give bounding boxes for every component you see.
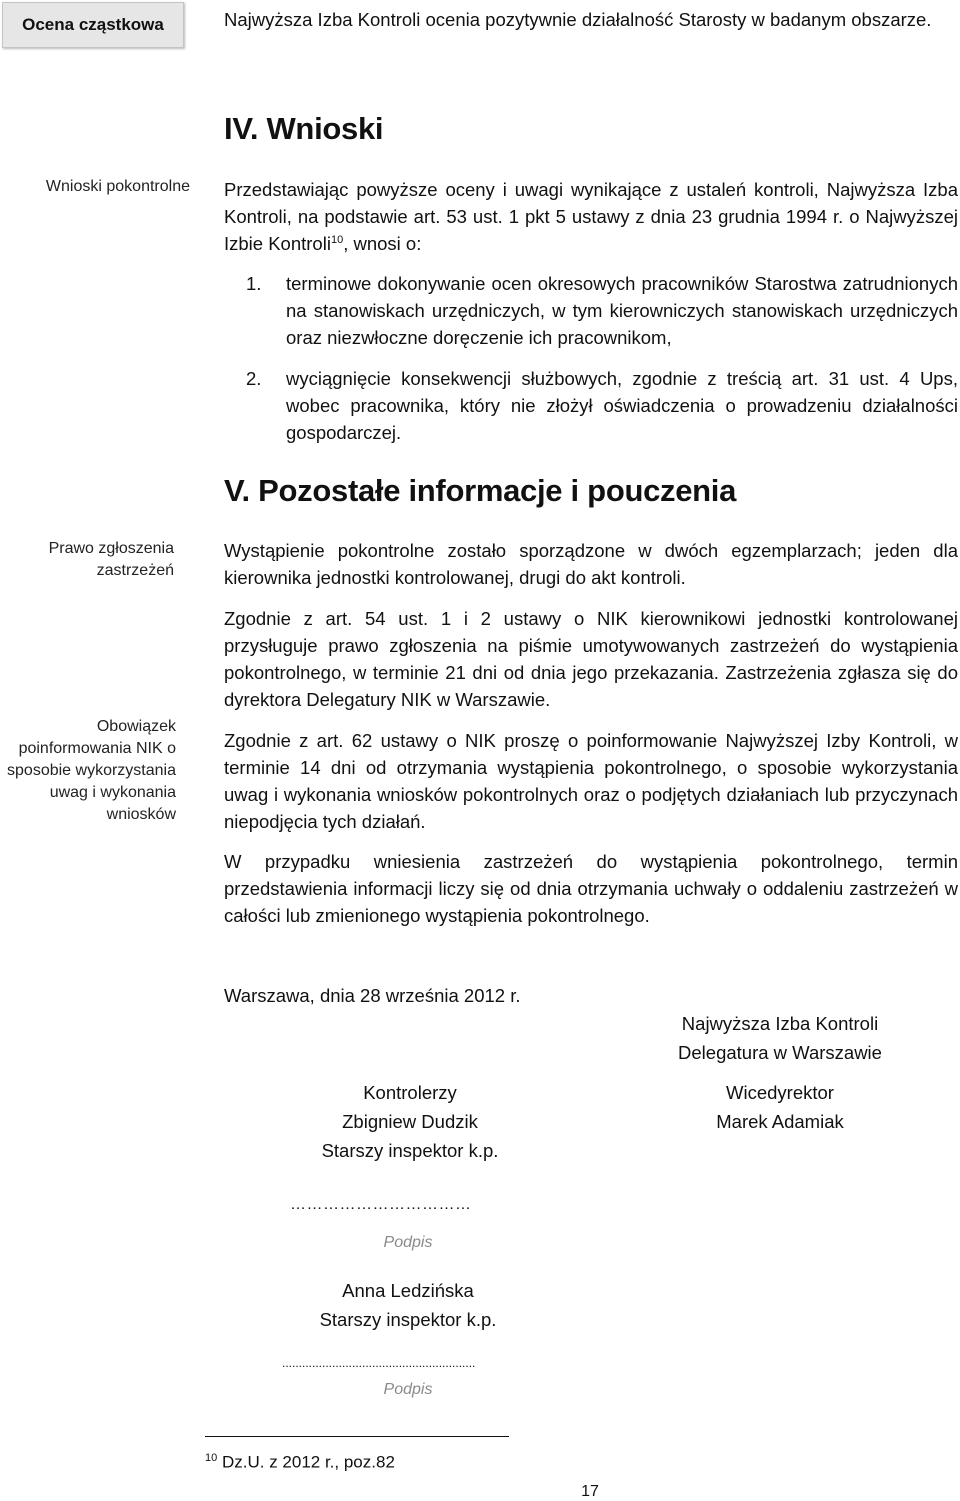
controller-2-block — [258, 1276, 558, 1334]
paragraph-egzemplarze: Wystąpienie pokontrolne zostało sporządzone w dwóch egzemplarzach; jeden dla kierownika jednostki kontrolowanej, drugi do akt kontroli. — [224, 540, 958, 588]
paragraph-termin: W przypadku wniesienia zastrzeżeń do wystąpienia pokontrolnego, termin przedstawienia informacji liczy się od dnia otrzymania uchwały o oddaleniu zastrzeżeń w całości lub zmienionego wystąpienia pokontrolnego. — [224, 851, 958, 926]
signature-line: …………………………… — [290, 1196, 472, 1213]
side-label-zastrzezenia: Prawo zgłoszenia zastrzeżeń — [48, 540, 174, 579]
section-badge: Ocena cząstkowa — [2, 2, 184, 48]
paragraph-poinformowanie: Zgodnie z art. 62 ustawy o NIK proszę o poinformowanie Najwyższej Izby Kontroli, w terminie 14 dni od otrzymania wystąpienia pokontrolnego, o sposobie wykorzystania uwag i wykonania wniosków pokontrolnych oraz o podjętych działaniach lub przyczynach niepodjęcia tych działań. — [224, 730, 958, 832]
deputy-name: Marek Adamiak — [716, 1111, 844, 1132]
signature-caption: Podpis — [383, 1234, 433, 1251]
controller-role: Starszy inspektor k.p. — [319, 1309, 497, 1330]
wnioski-intro: Przedstawiając powyższe oceny i uwagi wynikające z ustaleń kontroli, Najwyższa Izba Kontroli, na podstawie art. 53 ust. 1 pkt 5 ustawy z dnia 23 grudnia 1994 r. o Najwyższej Izbie Kontroli$^{10}$, wnosi o: — [224, 179, 958, 254]
controllers-block — [260, 1078, 560, 1165]
place-date: Warszawa, dnia 28 września 2012 r. — [224, 985, 521, 1006]
deputy-block — [630, 1078, 930, 1136]
side-label-obowiazek: Obowiązek poinformowania NIK o sposobie wykorzystania uwag i wykonania wniosków — [7, 718, 176, 823]
header-assessment-text: Najwyższa Izba Kontroli ocenia pozytywnie działalność Starosty w badanym obszarze. — [224, 9, 932, 30]
controller-name: Anna Ledzińska — [342, 1280, 474, 1301]
side-label-wnioski: Wnioski pokontrolne — [45, 178, 190, 195]
list-item: 2. wyciągnięcie konsekwencji służbowych, zgodnie z treścią art. 31 ust. 4 Ups, wobec pracownika, który nie złożył oświadczenia o prowadzeniu działalności gospodarczej. — [246, 368, 958, 443]
page-number: 17 — [581, 1483, 599, 1500]
paragraph-zastrzezenia: Zgodnie z art. 54 ust. 1 i 2 ustawy o NIK kierownikowi jednostki kontrolowanej przysługuje prawo zgłoszenia na piśmie umotywowanych zastrzeżeń do wystąpienia pokontrolnego, w terminie 21 dni od dnia jego przekazania. Zastrzeżenia zgłasza się do dyrektora Delegatury NIK w Warszawie. — [224, 608, 958, 710]
signature-line: .......................................................... — [282, 1356, 476, 1370]
footnote-ref: 10 — [330, 233, 344, 246]
list-item: 1. terminowe dokonywanie ocen okresowych pracowników Starostwa zatrudnionych na stanowiskach urzędniczych, w tym kierowniczych stanowiskach urzędniczych oraz niezwłoczne doręczenie ich pracownikom, — [246, 273, 958, 348]
footnote-divider — [205, 1436, 509, 1437]
organization-block: Najwyższa Izba Kontroli Delegatura w Warszawie — [678, 1013, 882, 1063]
controller-role: Starszy inspektor k.p. — [321, 1140, 499, 1161]
controllers-title: Kontrolerzy — [363, 1082, 457, 1103]
signature-caption: Podpis — [383, 1381, 433, 1398]
section-heading-pozostale: V. Pozostałe informacje i pouczenia — [224, 473, 737, 508]
section-heading-wnioski: IV. Wnioski — [224, 111, 384, 146]
footnote: $^{10}$ Dz.U. z 2012 r., poz.82 — [205, 1452, 395, 1472]
controller-name: Zbigniew Dudzik — [342, 1111, 478, 1132]
deputy-title: Wicedyrektor — [726, 1082, 834, 1103]
